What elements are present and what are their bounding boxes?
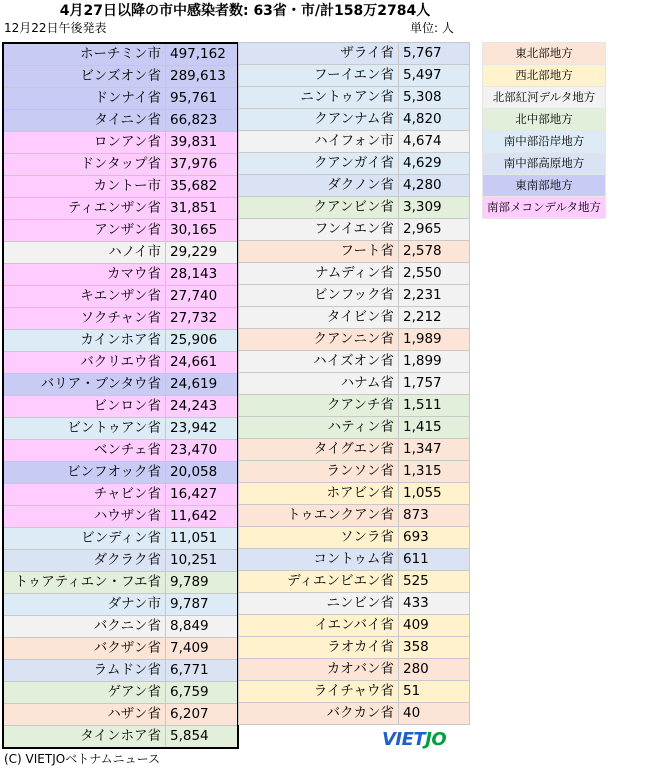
case-count: 27,740 xyxy=(166,286,239,308)
table-row xyxy=(3,484,238,506)
table-row xyxy=(239,373,470,395)
cases-table-left xyxy=(2,42,239,749)
case-count: 11,051 xyxy=(166,528,239,550)
province-name: ソクチャン省 xyxy=(3,308,166,330)
table-row xyxy=(3,176,238,198)
province-name: ビンフック省 xyxy=(239,285,399,307)
case-count: 40 xyxy=(399,703,470,725)
case-count: 9,789 xyxy=(166,572,239,594)
table-row xyxy=(239,87,470,109)
province-name: カマウ省 xyxy=(3,264,166,286)
case-count: 6,207 xyxy=(166,704,239,726)
province-name: ビントゥアン省 xyxy=(3,418,166,440)
table-row xyxy=(3,88,238,110)
table-row xyxy=(3,66,238,88)
case-count: 1,055 xyxy=(399,483,470,505)
case-count: 525 xyxy=(399,571,470,593)
province-name: ビンロン省 xyxy=(3,396,166,418)
case-count: 35,682 xyxy=(166,176,239,198)
province-name: トゥエンクアン省 xyxy=(239,505,399,527)
case-count: 4,820 xyxy=(399,109,470,131)
case-count: 873 xyxy=(399,505,470,527)
province-name: ライチャウ省 xyxy=(239,681,399,703)
region-legend xyxy=(482,42,606,219)
case-count: 1,757 xyxy=(399,373,470,395)
province-name: ハイズオン省 xyxy=(239,351,399,373)
province-name: アンザン省 xyxy=(3,220,166,242)
province-name: タイニン省 xyxy=(3,110,166,132)
province-name: フート省 xyxy=(239,241,399,263)
province-name: ダクノン省 xyxy=(239,175,399,197)
table-row xyxy=(239,637,470,659)
case-count: 95,761 xyxy=(166,88,239,110)
table-row xyxy=(3,506,238,528)
case-count: 27,732 xyxy=(166,308,239,330)
table-row xyxy=(239,307,470,329)
case-count: 66,823 xyxy=(166,110,239,132)
case-count: 28,143 xyxy=(166,264,239,286)
case-count: 37,976 xyxy=(166,154,239,176)
case-count: 31,851 xyxy=(166,198,239,220)
case-count: 2,965 xyxy=(399,219,470,241)
legend-row xyxy=(483,65,606,87)
province-name: タインホア省 xyxy=(3,726,166,749)
case-count: 409 xyxy=(399,615,470,637)
case-count: 289,613 xyxy=(166,66,239,88)
case-count: 1,511 xyxy=(399,395,470,417)
case-count: 23,942 xyxy=(166,418,239,440)
province-name: ホアビン省 xyxy=(239,483,399,505)
province-name: ハナム省 xyxy=(239,373,399,395)
table-row xyxy=(3,682,238,704)
province-name: ラオカイ省 xyxy=(239,637,399,659)
province-name: ホーチミン市 xyxy=(3,43,166,66)
legend-item: 南中部高原地方 xyxy=(483,153,606,175)
province-name: ソンラ省 xyxy=(239,527,399,549)
case-count: 1,899 xyxy=(399,351,470,373)
province-name: コントゥム省 xyxy=(239,549,399,571)
case-count: 11,642 xyxy=(166,506,239,528)
province-name: イエンバイ省 xyxy=(239,615,399,637)
copyright-footer: (C) VIETJOベトナムニュース xyxy=(4,752,161,766)
legend-row xyxy=(483,175,606,197)
province-name: チャビン省 xyxy=(3,484,166,506)
legend-item: 南部メコンデルタ地方 xyxy=(483,197,606,219)
table-row xyxy=(239,263,470,285)
table-row xyxy=(3,396,238,418)
legend-row xyxy=(483,131,606,153)
case-count: 1,415 xyxy=(399,417,470,439)
table-row xyxy=(3,352,238,374)
table-row xyxy=(239,417,470,439)
table-row xyxy=(3,462,238,484)
table-row xyxy=(239,285,470,307)
table-row xyxy=(3,154,238,176)
table-row xyxy=(3,572,238,594)
province-name: ニンビン省 xyxy=(239,593,399,615)
page-title: 4月27日以降の市中感染者数: 63省・市/計158万2784人 xyxy=(59,3,431,19)
table-row xyxy=(239,241,470,263)
case-count: 4,629 xyxy=(399,153,470,175)
table-row xyxy=(239,329,470,351)
case-count: 25,906 xyxy=(166,330,239,352)
table-row xyxy=(3,132,238,154)
logo-part-viet: VIET xyxy=(382,729,426,750)
table-row xyxy=(3,264,238,286)
province-name: ハザン省 xyxy=(3,704,166,726)
case-count: 5,497 xyxy=(399,65,470,87)
table-row xyxy=(239,483,470,505)
table-row xyxy=(239,505,470,527)
case-count: 2,550 xyxy=(399,263,470,285)
table-row xyxy=(239,395,470,417)
table-row xyxy=(3,704,238,726)
case-count: 2,231 xyxy=(399,285,470,307)
table-row xyxy=(3,660,238,682)
table-row xyxy=(3,220,238,242)
case-count: 20,058 xyxy=(166,462,239,484)
table-row xyxy=(3,726,238,749)
province-name: フーイエン省 xyxy=(239,65,399,87)
province-name: カオバン省 xyxy=(239,659,399,681)
case-count: 10,251 xyxy=(166,550,239,572)
legend-item: 東北部地方 xyxy=(483,43,606,65)
province-name: バクリエウ省 xyxy=(3,352,166,374)
case-count: 9,787 xyxy=(166,594,239,616)
table-row xyxy=(3,594,238,616)
province-name: トゥアティエン・フエ省 xyxy=(3,572,166,594)
table-row xyxy=(239,549,470,571)
table-row xyxy=(239,681,470,703)
legend-row xyxy=(483,197,606,219)
province-name: ハウザン省 xyxy=(3,506,166,528)
province-name: タイビン省 xyxy=(239,307,399,329)
table-row xyxy=(3,528,238,550)
legend-item: 西北部地方 xyxy=(483,65,606,87)
province-name: ゲアン省 xyxy=(3,682,166,704)
legend-item: 東南部地方 xyxy=(483,175,606,197)
province-name: ハティン省 xyxy=(239,417,399,439)
table-row xyxy=(3,43,238,66)
province-name: ティエンザン省 xyxy=(3,198,166,220)
province-name: ロンアン省 xyxy=(3,132,166,154)
province-name: バリア・ブンタウ省 xyxy=(3,374,166,396)
case-count: 2,212 xyxy=(399,307,470,329)
province-name: クアンガイ省 xyxy=(239,153,399,175)
case-count: 16,427 xyxy=(166,484,239,506)
province-name: バクニン省 xyxy=(3,616,166,638)
case-count: 693 xyxy=(399,527,470,549)
table-row xyxy=(3,242,238,264)
province-name: タイグエン省 xyxy=(239,439,399,461)
province-name: フンイエン省 xyxy=(239,219,399,241)
legend-row xyxy=(483,87,606,109)
table-row xyxy=(3,440,238,462)
table-row xyxy=(239,703,470,725)
legend-row xyxy=(483,43,606,65)
legend-item: 北中部地方 xyxy=(483,109,606,131)
case-count: 23,470 xyxy=(166,440,239,462)
province-name: クアンチ省 xyxy=(239,395,399,417)
table-row xyxy=(239,461,470,483)
table-row xyxy=(239,43,470,65)
table-row xyxy=(239,593,470,615)
province-name: ドンタップ省 xyxy=(3,154,166,176)
legend-item: 北部紅河デルタ地方 xyxy=(483,87,606,109)
table-row xyxy=(239,527,470,549)
province-name: ビンズオン省 xyxy=(3,66,166,88)
case-count: 5,854 xyxy=(166,726,239,749)
province-name: クアンビン省 xyxy=(239,197,399,219)
case-count: 4,674 xyxy=(399,131,470,153)
province-name: ドンナイ省 xyxy=(3,88,166,110)
province-name: バクザン省 xyxy=(3,638,166,660)
cases-table-right xyxy=(238,42,470,725)
province-name: キエンザン省 xyxy=(3,286,166,308)
unit-label: 単位: 人 xyxy=(410,21,454,35)
case-count: 1,315 xyxy=(399,461,470,483)
province-name: ダナン市 xyxy=(3,594,166,616)
vietjo-logo xyxy=(382,730,482,750)
case-count: 1,347 xyxy=(399,439,470,461)
case-count: 280 xyxy=(399,659,470,681)
case-count: 433 xyxy=(399,593,470,615)
table-row xyxy=(239,615,470,637)
legend-row xyxy=(483,109,606,131)
case-count: 30,165 xyxy=(166,220,239,242)
province-name: カントー市 xyxy=(3,176,166,198)
table-row xyxy=(3,374,238,396)
table-row xyxy=(3,330,238,352)
table-row xyxy=(239,439,470,461)
table-row xyxy=(3,550,238,572)
table-row xyxy=(239,351,470,373)
table-row xyxy=(239,153,470,175)
province-name: ダクラク省 xyxy=(3,550,166,572)
table-row xyxy=(239,659,470,681)
table-row xyxy=(3,198,238,220)
table-row xyxy=(239,219,470,241)
announcement-date: 12月22日午後発表 xyxy=(4,21,107,35)
case-count: 5,767 xyxy=(399,43,470,65)
table-row xyxy=(3,110,238,132)
case-count: 611 xyxy=(399,549,470,571)
case-count: 8,849 xyxy=(166,616,239,638)
province-name: クアンニン省 xyxy=(239,329,399,351)
province-name: ビンフオック省 xyxy=(3,462,166,484)
case-count: 358 xyxy=(399,637,470,659)
legend-row xyxy=(483,153,606,175)
table-row xyxy=(3,308,238,330)
table-row xyxy=(239,197,470,219)
case-count: 2,578 xyxy=(399,241,470,263)
province-name: ベンチェ省 xyxy=(3,440,166,462)
province-name: ビンディン省 xyxy=(3,528,166,550)
province-name: クアンナム省 xyxy=(239,109,399,131)
case-count: 39,831 xyxy=(166,132,239,154)
province-name: カインホア省 xyxy=(3,330,166,352)
case-count: 29,229 xyxy=(166,242,239,264)
case-count: 24,619 xyxy=(166,374,239,396)
case-count: 497,162 xyxy=(166,43,239,66)
province-name: ディエンビエン省 xyxy=(239,571,399,593)
province-name: ハノイ市 xyxy=(3,242,166,264)
province-name: ニントゥアン省 xyxy=(239,87,399,109)
province-name: ランソン省 xyxy=(239,461,399,483)
case-count: 7,409 xyxy=(166,638,239,660)
legend-item: 南中部沿岸地方 xyxy=(483,131,606,153)
table-row xyxy=(239,571,470,593)
table-row xyxy=(239,131,470,153)
case-count: 5,308 xyxy=(399,87,470,109)
table-row xyxy=(3,286,238,308)
case-count: 6,771 xyxy=(166,660,239,682)
table-row xyxy=(239,65,470,87)
table-row xyxy=(3,616,238,638)
case-count: 24,661 xyxy=(166,352,239,374)
province-name: ナムディン省 xyxy=(239,263,399,285)
province-name: ハイフォン市 xyxy=(239,131,399,153)
province-name: ラムドン省 xyxy=(3,660,166,682)
table-row xyxy=(239,175,470,197)
table-row xyxy=(3,418,238,440)
case-count: 3,309 xyxy=(399,197,470,219)
case-count: 6,759 xyxy=(166,682,239,704)
table-row xyxy=(239,109,470,131)
province-name: ザライ省 xyxy=(239,43,399,65)
logo-part-jo: JO xyxy=(425,729,447,750)
case-count: 24,243 xyxy=(166,396,239,418)
case-count: 1,989 xyxy=(399,329,470,351)
province-name: バクカン省 xyxy=(239,703,399,725)
case-count: 4,280 xyxy=(399,175,470,197)
table-row xyxy=(3,638,238,660)
case-count: 51 xyxy=(399,681,470,703)
